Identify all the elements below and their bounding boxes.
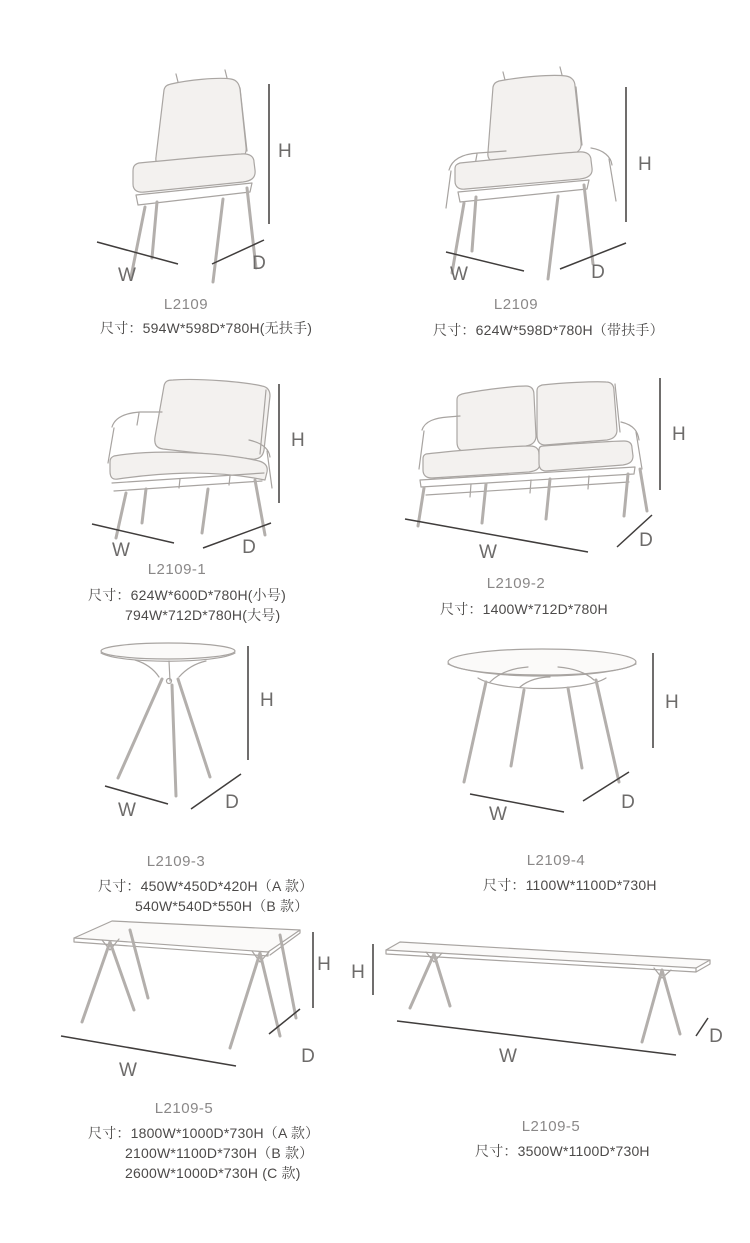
table-art	[386, 942, 710, 1042]
height-dim-label: H	[260, 690, 274, 711]
depth-dim-label: D	[242, 537, 256, 558]
back-cushion-left	[457, 386, 536, 451]
size-spec	[433, 320, 664, 340]
model-number: L2109-4	[526, 852, 586, 869]
seat-cushion-left	[423, 446, 540, 478]
dimension-annotations	[105, 646, 274, 821]
size-spec-line: 尺寸：1800W*1000D*730H（A 款）	[88, 1125, 320, 1141]
depth-dim-label: D	[301, 1046, 315, 1067]
seat-cushion	[133, 154, 255, 192]
chair-art	[131, 70, 256, 282]
depth-dim-label: D	[709, 1026, 723, 1047]
width-dim-label: W	[489, 804, 507, 825]
chair-legs	[131, 188, 256, 282]
round-dining-table-sketch	[400, 630, 740, 830]
height-dim-label: H	[291, 430, 305, 451]
depth-dim-label: D	[225, 792, 239, 813]
width-dim-label: W	[450, 264, 468, 285]
table-legs	[464, 680, 619, 782]
width-dim-label: W	[112, 540, 130, 561]
table-top	[101, 643, 235, 659]
width-dimension-line	[470, 794, 564, 812]
armless-dining-chair-sketch	[60, 60, 390, 290]
back-cushion	[155, 379, 270, 459]
size-spec	[88, 1123, 319, 1183]
model-number: L2109-1	[147, 561, 207, 578]
chair-legs	[116, 480, 265, 538]
depth-dim-label: D	[591, 262, 605, 283]
size-spec-line: 794W*712D*780H(大号)	[125, 607, 281, 623]
size-spec	[88, 585, 286, 625]
table-art	[74, 921, 300, 1048]
table-art	[101, 643, 235, 796]
height-dim-label: H	[665, 692, 679, 713]
width-dim-label: W	[479, 542, 497, 563]
chair-art	[446, 67, 616, 279]
table-art	[448, 649, 636, 782]
round-side-table-sketch	[60, 630, 390, 840]
width-dim-label: W	[119, 1060, 137, 1081]
lounge-armchair-sketch	[60, 370, 390, 560]
size-spec-line: 2100W*1100D*730H（B 款）	[125, 1145, 314, 1161]
size-spec-line: 尺寸：1400W*712D*780H	[440, 601, 608, 617]
back-cushion	[488, 75, 581, 162]
width-dimension-line	[397, 1021, 676, 1055]
size-spec	[440, 599, 608, 619]
size-spec-line: 尺寸：450W*450D*420H（A 款）	[98, 878, 314, 894]
height-dim-label: H	[278, 141, 292, 162]
depth-dimension-line	[696, 1018, 708, 1036]
rectangular-dining-table-sketch	[30, 910, 360, 1090]
size-spec	[475, 1141, 650, 1161]
width-dimension-line	[92, 524, 174, 543]
width-dimension-line	[61, 1036, 236, 1066]
dimension-annotations	[61, 932, 331, 1081]
size-spec-line: 2600W*1000D*730H (C 款)	[125, 1165, 301, 1181]
table-legs	[410, 954, 680, 1042]
armrest-dining-chair-sketch	[400, 60, 740, 290]
size-spec-line: 尺寸：594W*598D*780H(无扶手)	[100, 320, 313, 336]
size-spec	[483, 875, 657, 895]
width-dim-label: W	[118, 265, 136, 286]
right-armrest	[591, 148, 616, 201]
stretcher-rails	[426, 476, 629, 497]
two-seat-sofa-sketch	[390, 370, 730, 563]
size-spec-line: 尺寸：3500W*1100D*730H	[475, 1143, 650, 1159]
model-number: L2109-2	[486, 575, 546, 592]
size-spec-line: 尺寸：1100W*1100D*730H	[483, 877, 657, 893]
back-cushion	[156, 78, 246, 167]
depth-dimension-line	[203, 523, 271, 548]
height-dim-label: H	[351, 962, 365, 983]
model-number: L2109	[493, 296, 539, 313]
dimension-annotations	[470, 653, 679, 825]
size-spec	[100, 318, 312, 338]
height-dim-label: H	[672, 424, 686, 445]
chair-art	[108, 379, 272, 538]
seat-cushion	[455, 152, 592, 189]
height-dim-label: H	[638, 154, 652, 175]
size-spec-line: 尺寸：624W*600D*780H(小号)	[88, 587, 286, 603]
model-number: L2109-5	[521, 1118, 581, 1135]
height-dim-label: H	[317, 954, 331, 975]
model-number: L2109-5	[154, 1100, 214, 1117]
seat-cushion-right	[539, 441, 633, 471]
table-legs	[118, 679, 210, 796]
depth-dim-label: D	[252, 253, 266, 274]
width-dim-label: W	[499, 1046, 517, 1067]
leg-branches	[135, 660, 206, 681]
back-cushion-right	[537, 382, 617, 445]
long-dining-table-sketch	[330, 920, 750, 1100]
size-spec-line: 尺寸：624W*598D*780H（带扶手）	[433, 322, 664, 338]
size-spec-line: 540W*540D*550H（B 款）	[135, 898, 309, 914]
model-number: L2109-3	[146, 853, 206, 870]
depth-dim-label: D	[639, 530, 653, 551]
sofa-art	[418, 382, 647, 526]
width-dim-label: W	[118, 800, 136, 821]
model-number: L2109	[163, 296, 209, 313]
width-dimension-line	[105, 786, 168, 804]
depth-dim-label: D	[621, 792, 635, 813]
leg-hub	[167, 679, 172, 684]
